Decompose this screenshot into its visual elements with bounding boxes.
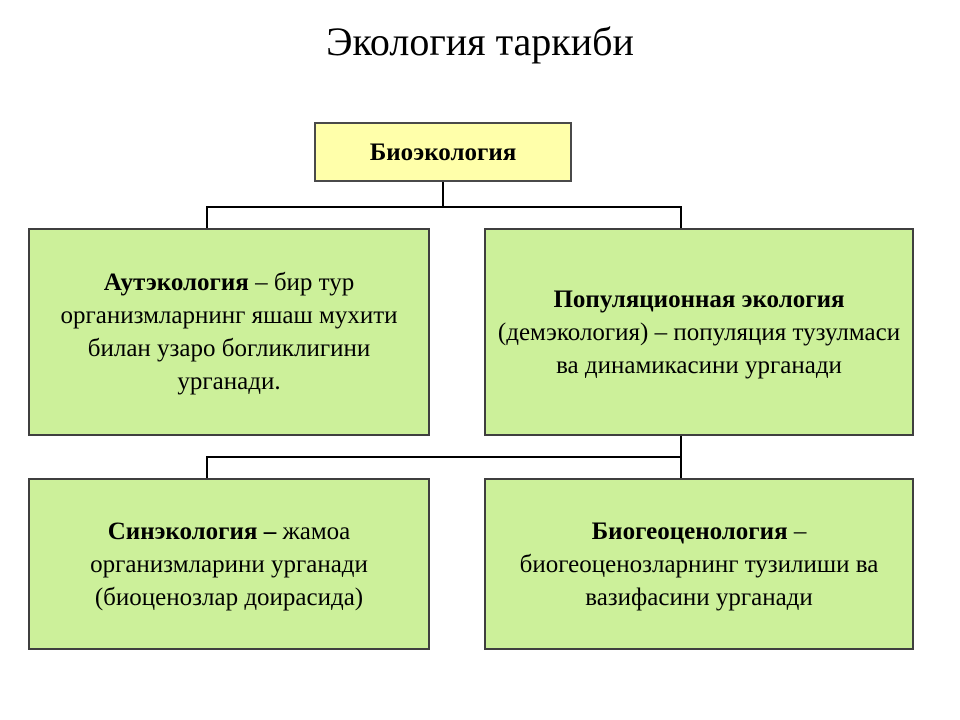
- node-population-ecology-term: Популяционная экология: [553, 285, 845, 313]
- connector-root-stem: [442, 182, 444, 208]
- node-autecology: [28, 228, 430, 436]
- node-synecology: [28, 478, 430, 650]
- node-biogeocenology: [484, 478, 914, 650]
- node-bioecology: [314, 122, 572, 182]
- node-biogeocenology-text: [496, 515, 902, 614]
- node-synecology-text: [40, 515, 418, 614]
- node-biogeocenology-rest: – биогеоценозларнинг тузилиши ва вазифасини урганади: [519, 517, 879, 611]
- connector-popecology-drop: [680, 206, 682, 230]
- node-autecology-rest: – бир тур организмларнинг яшаш мухити билан узаро богликлигини урганади.: [60, 269, 398, 395]
- node-synecology-rest: жамоа организмларини урганади (биоценозлар доирасида): [90, 517, 368, 611]
- page-title: Экология таркиби: [326, 19, 634, 64]
- connector-autecology-drop: [206, 206, 208, 230]
- node-synecology-term: Синэкология –: [107, 517, 283, 545]
- connector-biogeo-drop: [680, 456, 682, 480]
- node-biogeocenology-term: Биогеоценология: [591, 517, 788, 545]
- node-bioecology-label: Биоэкология: [369, 138, 517, 166]
- connector-row1-bus: [206, 206, 682, 208]
- node-population-ecology-rest: (демэкология) – популяция тузулмаси ва динамикасини урганади: [497, 318, 901, 379]
- connector-row2-bus: [206, 456, 682, 458]
- connector-popecology-stem: [680, 436, 682, 456]
- node-population-ecology: [484, 228, 914, 436]
- node-autecology-text: [40, 266, 418, 398]
- connector-synecology-drop: [206, 456, 208, 480]
- node-population-ecology-text: [496, 283, 902, 382]
- node-autecology-term: Аутэкология: [103, 269, 249, 296]
